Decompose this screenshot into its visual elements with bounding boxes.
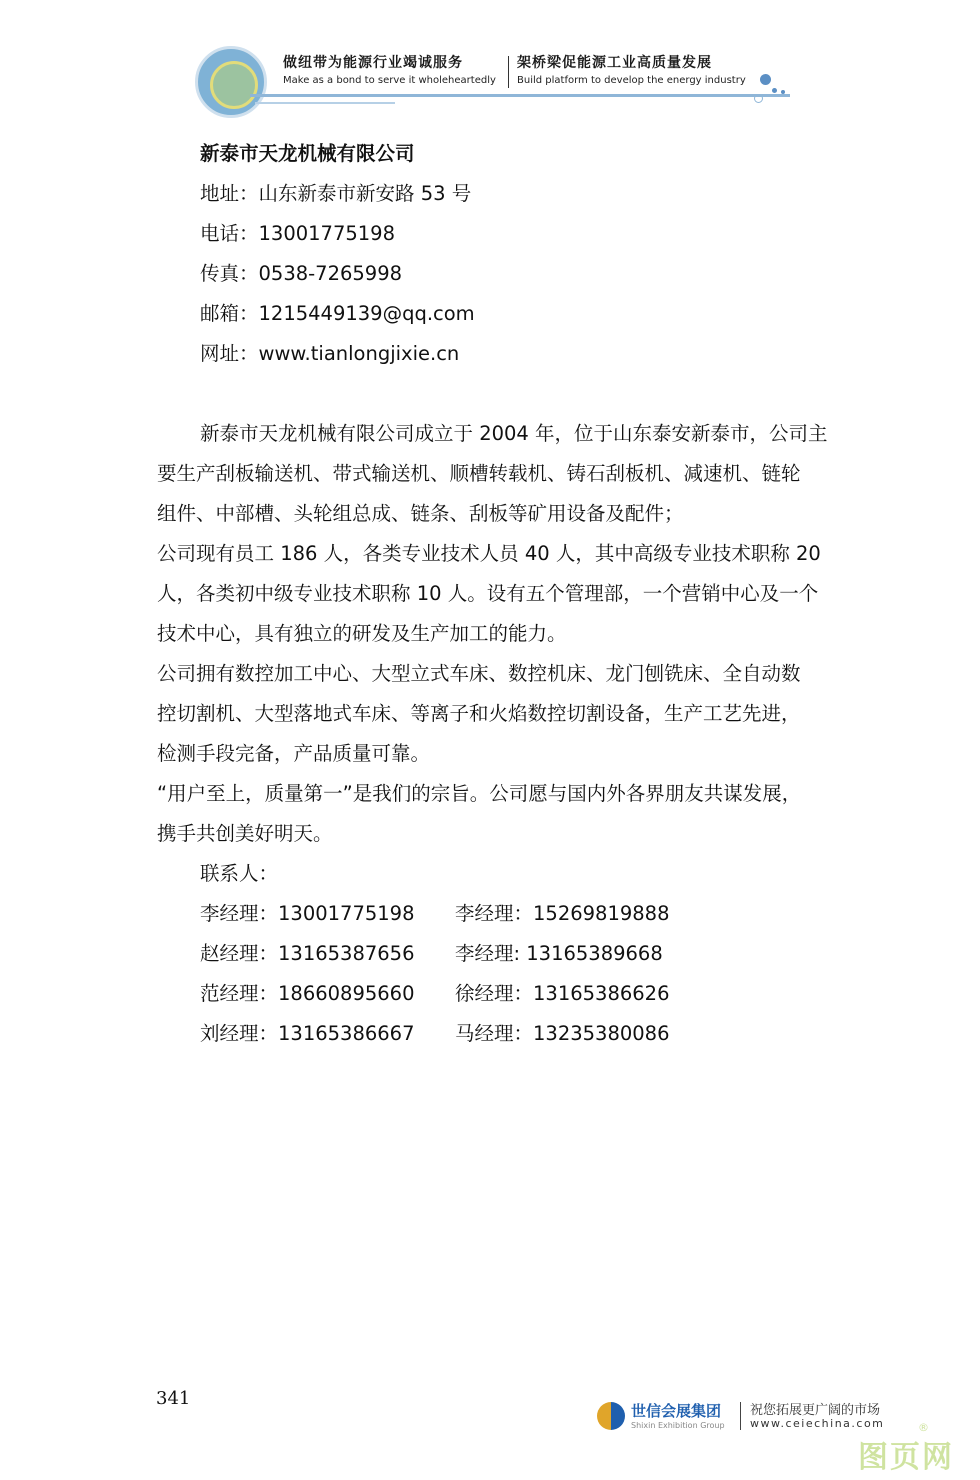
description-line: 要生产刮板输送机、带式输送机、顺槽转载机、铸石刮板机、减速机、链轮: [157, 462, 801, 485]
shixin-logo-icon: [597, 1402, 625, 1430]
watermark: 图页网: [858, 1440, 954, 1475]
company-fax: 传真：0538-7265998: [200, 262, 403, 285]
contacts-label: 联系人：: [200, 862, 279, 885]
header-slogan-left-cn: 做纽带为能源行业竭诚服务: [283, 55, 463, 71]
description-line: 公司现有员工 186 人，各类专业技术人员 40 人，其中高级专业技术职称 20: [157, 542, 821, 565]
company-website: 网址：www.tianlongjixie.cn: [200, 342, 460, 365]
page-footer: [597, 1398, 897, 1438]
description-line: 人，各类初中级专业技术职称 10 人。设有五个管理部，一个营销中心及一个: [157, 582, 819, 605]
header-slogan-right-cn: 架桥梁促能源工业高质量发展: [517, 55, 712, 71]
description-line: 携手共创美好明天。: [157, 822, 333, 845]
header-slogan-right-en: Build platform to develop the energy industry: [517, 75, 746, 86]
contact-entry: 李经理：15269819888: [455, 902, 670, 925]
footer-brand-en: Shixin Exhibition Group: [631, 1421, 725, 1430]
contact-entry: 范经理：18660895660: [200, 982, 415, 1005]
contact-entry: 徐经理：13165386626: [455, 982, 670, 1005]
header-divider: [508, 56, 509, 88]
contact-entry: 赵经理：13165387656: [200, 942, 415, 965]
page-header: [195, 44, 795, 120]
page-number: 341: [156, 1388, 191, 1409]
contact-entry: 马经理：13235380086: [455, 1022, 670, 1045]
description-line: 检测手段完备，产品质量可靠。: [157, 742, 431, 765]
description-line: “用户至上，质量第一”是我们的宗旨。公司愿与国内外各界朋友共谋发展，: [157, 782, 802, 805]
description-line: 组件、中部槽、头轮组总成、链条、刮板等矿用设备及配件；: [157, 502, 684, 525]
contact-entry: 李经理：13001775198: [200, 902, 415, 925]
decor-dot-icon: [760, 74, 771, 85]
description-line: 技术中心，具有独立的研发及生产加工的能力。: [157, 622, 567, 645]
contact-entry: 刘经理：13165386667: [200, 1022, 415, 1045]
company-name: 新泰市天龙机械有限公司: [200, 142, 415, 165]
description-line: 公司拥有数控加工中心、大型立式车床、数控机床、龙门刨铣床、全自动数: [157, 662, 801, 685]
description-line: 控切割机、大型落地式车床、等离子和火焰数控切割设备，生产工艺先进，: [157, 702, 801, 725]
company-address: 地址：山东新泰市新安路 53 号: [200, 182, 472, 205]
description-line: 新泰市天龙机械有限公司成立于 2004 年，位于山东泰安新泰市，公司主: [200, 422, 828, 445]
header-rule: [250, 94, 790, 97]
header-slogan-left-en: Make as a bond to serve it wholeheartedly: [283, 75, 496, 86]
association-logo: [195, 46, 267, 118]
footer-slogan: 祝您拓展更广阔的市场: [750, 1403, 881, 1418]
decor-ring-icon: [754, 94, 763, 103]
footer-brand-cn: 世信会展集团: [631, 1402, 722, 1420]
company-phone: 电话：13001775198: [200, 222, 395, 245]
company-email: 邮箱：1215449139@qq.com: [200, 302, 475, 325]
decor-dot-icon: [781, 90, 785, 94]
footer-url: www.ceiechina.com: [750, 1417, 885, 1430]
header-rule-short: [255, 102, 395, 104]
contact-entry: 李经理: 13165389668: [455, 942, 663, 965]
decor-dot-icon: [772, 88, 777, 93]
footer-divider: [740, 1402, 741, 1430]
registered-mark-icon: ®: [918, 1421, 929, 1434]
